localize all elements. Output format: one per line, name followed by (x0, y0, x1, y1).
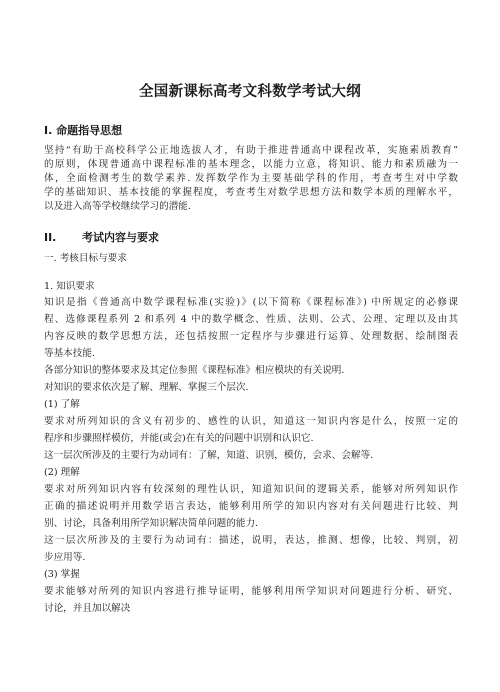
paragraph-line: 知识是指《普通高中数学课程标准(实验)》(以下简称《课程标准》) 中所规定的必修课 (44, 297, 458, 308)
paragraph-line: 程、选修课程系列 2 和系列 4 中的数学概念、性质、法则、公式、公理、定理以及由其 (44, 314, 458, 325)
paragraph-line: 内容反映的数学思想方法，还包括按照一定程序与步骤进行运算、处理数据、绘制图表 (44, 331, 458, 342)
paragraph-line: 体，全面检测考生的数学素养. 发挥数学作为主要基础学科的作用，考查考生对中学数 (44, 173, 458, 184)
paragraph-line: 讨论，并且加以解决 (44, 603, 131, 614)
document-title: 全国新课标高考文科数学考试大纲 (139, 84, 361, 100)
paragraph-line: 正确的描述说明并用数学语言表达，能够利用所学的知识内容对有关问题进行比较、判 (44, 501, 458, 512)
section-2-title: 考试内容与要求 (82, 231, 159, 244)
level-heading-understand-basic: (1) 了解 (44, 399, 80, 410)
paragraph-line: 别、讨论，具备利用所学知识解决简单问题的能力. (44, 518, 259, 529)
paragraph-line: 以及进入高等学校继续学习的潜能. (44, 201, 191, 212)
paragraph-line: 各部分知识的整体要求及其定位参照《课程标准》相应模块的有关说明. (44, 365, 345, 376)
paragraph-line: 学的基础知识、基本技能的掌握程度，考查考生对数学思想方法和数学本质的理解水平， (44, 187, 458, 198)
paragraph-line: 对知识的要求依次是了解、理解、掌握三个层次. (44, 382, 249, 393)
item-heading: 1. 知识要求 (44, 281, 95, 292)
paragraph-line: 要求能够对所列的知识内容进行推导证明，能够利用所学知识对问题进行分析、研究、 (44, 586, 458, 597)
paragraph-line: 坚持“有助于高校科学公正地选拔人才，有助于推进普通高中课程改革，实施素质教育” (44, 145, 458, 156)
paragraph-line: 要求对所列知识内容有较深刻的理性认识，知道知识间的逻辑关系，能够对所列知识作 (44, 484, 458, 495)
section-2-number: II. (44, 231, 57, 244)
paragraph-line: 等基本技能. (44, 348, 96, 359)
paragraph-line: 步应用等. (44, 552, 86, 563)
level-heading-comprehend: (2) 理解 (44, 467, 80, 478)
paragraph-line: 要求对所列知识的含义有初步的、感性的认识，知道这一知识内容是什么，按照一定的 (44, 416, 458, 427)
paragraph-line: 程序和步骤照样模仿，并能(或会)在有关的问题中识别和认识它. (44, 433, 314, 444)
paragraph-line: 这一层次所涉及的主要行为动词有：描述，说明，表达，推测、想像，比较、判别，初 (44, 535, 458, 546)
section-1-heading: I. 命题指导思想 (44, 124, 123, 137)
paragraph-line: 这一层次所涉及的主要行为动词有：了解，知道、识别，模仿，会求、会解等. (44, 450, 374, 461)
level-heading-master: (3) 掌握 (44, 569, 80, 580)
section-2-heading (44, 229, 159, 245)
paragraph-line: 的原则，体现普通高中课程标准的基本理念，以能力立意，将知识、能力和素质融为一 (44, 159, 458, 170)
subsection-heading: 一. 考核目标与要求 (44, 253, 127, 264)
